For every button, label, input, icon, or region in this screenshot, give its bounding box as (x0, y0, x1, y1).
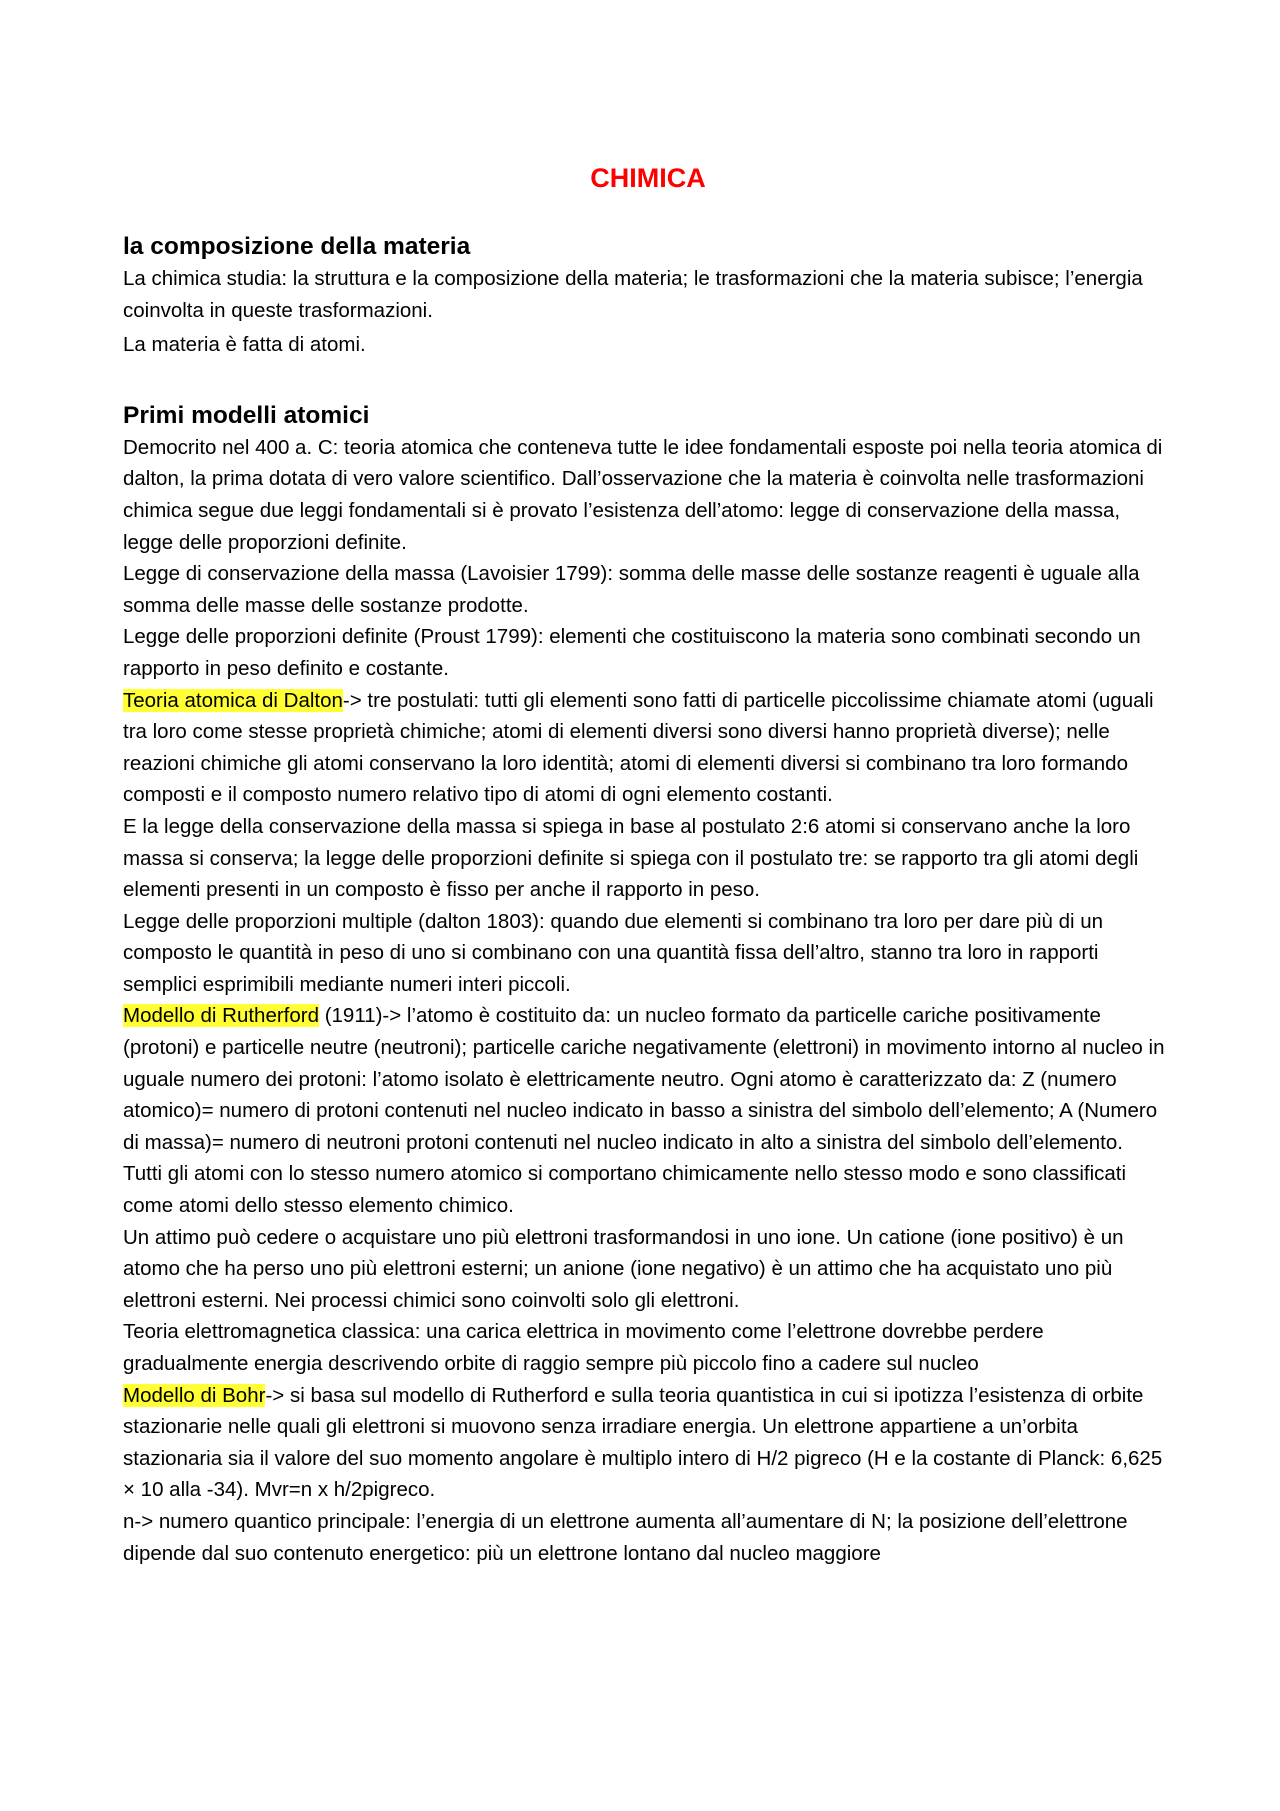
section-heading: Primi modelli atomici (123, 401, 370, 429)
highlighted-term: Teoria atomica di Dalton (123, 688, 343, 712)
document-page (123, 158, 1173, 1569)
paragraph-text: -> si basa sul modello di Rutherford e sulla teoria quantistica in cui si ipotizza l’esistenza di orbite stazionarie nelle quali gli elettroni si muovono senza irradiare energia. Un elettrone appartiene a un’orbita stazionaria sia il valore del suo momento angolare è multiplo intero di H/2 pigreco (H e la costante di Planck: 6,625 × 10 alla -34). Mvr=n x h/2pigreco. (123, 1383, 1163, 1502)
highlighted-term: Modello di Rutherford (123, 1004, 319, 1028)
paragraph: Democrito nel 400 a. C: teoria atomica che conteneva tutte le idee fondamentali esposte poi nella teoria atomica di dalton, la prima dotata di vero valore scientifico. Dall’osservazione che la materia è coinvolta nelle trasformazioni chimica segue due leggi fondamentali si è provato l’esistenza dell’atomo: legge di conservazione della massa, legge delle proporzioni definite. (123, 435, 1163, 554)
paragraph: n-> numero quantico principale: l’energia di un elettrone aumenta all’aumentare di N; la posizione dell’elettrone dipende dal suo contenuto energetico: più un elettrone lontano dal nucleo maggiore (123, 1509, 1128, 1565)
paragraph-dalton (123, 685, 1173, 811)
highlighted-term: Modello di Bohr (123, 1383, 266, 1407)
paragraph: E la legge della conservazione della massa si spiega in base al postulato 2:6 atomi si conservano anche la loro massa si conserva; la legge delle proporzioni definite si spiega con il postulato tre: se rapporto tra gli atomi degli elementi presenti in un composto è fisso per anche il rapporto in peso. (123, 814, 1139, 902)
paragraph: Legge delle proporzioni multiple (dalton 1803): quando due elementi si combinano tra loro per dare più di un composto le quantità in peso di uno si combinano con una quantità fissa dell’altro, stanno tra loro in rapporti semplici esprimibili mediante numeri interi piccoli. (123, 909, 1104, 996)
section-heading: la composizione della materia (123, 233, 471, 260)
section-composizione (123, 231, 1173, 361)
paragraph-bohr (123, 1380, 1173, 1506)
paragraph: Legge di conservazione della massa (Lavoisier 1799): somma delle masse delle sostanze reagenti è uguale alla somma delle masse delle sostanze prodotte. (123, 562, 1140, 617)
paragraph-text: -> tre postulati: tutti gli elementi sono fatti di particelle piccolissime chiamate atomi (uguali tra loro come stesse proprietà chimiche; atomi di elementi diversi sono diversi hanno proprietà diverse); nelle reazioni chimiche gli atomi conservano la loro identità; atomi di elementi diversi si combinano tra loro formando composti e il composto numero relativo tipo di atomi di ogni elemento costanti. (123, 688, 1154, 807)
document-title: CHIMICA (590, 163, 706, 193)
paragraph: Legge delle proporzioni definite (Proust 1799): elementi che costituiscono la materia sono combinati secondo un rapporto in peso definito e costante. (123, 625, 1141, 680)
paragraph: La materia è fatta di atomi. (123, 333, 366, 357)
paragraph: La chimica studia: la struttura e la composizione della materia; le trasformazioni che la materia subisce; l’energia coinvolta in queste trasformazioni. (123, 267, 1143, 322)
paragraph: Tutti gli atomi con lo stesso numero atomico si comportano chimicamente nello stesso modo e sono classificati come atomi dello stesso elemento chimico. (123, 1162, 1127, 1218)
paragraph: Teoria elettromagnetica classica: una carica elettrica in movimento come l’elettrone dovrebbe perdere gradualmente energia descrivendo orbite di raggio sempre più piccolo fino a cadere sul nucleo (123, 1320, 1044, 1375)
paragraph-rutherford (123, 1000, 1173, 1158)
section-modelli-atomici (123, 400, 1173, 1569)
paragraph: Un attimo può cedere o acquistare uno più elettroni trasformandosi in uno ione. Un catione (ione positivo) è un atomo che ha perso uno più elettroni esterni; un anione (ione negativo) è un attimo che ha acquistato uno più elettroni esterni. Nei processi chimici sono coinvolti solo gli elettroni. (123, 1225, 1124, 1312)
section-spacer (123, 361, 1173, 400)
paragraph-text: (1911)-> l’atomo è costituito da: un nucleo formato da particelle cariche positivamente (protoni) e particelle neutre (neutroni); particelle cariche negativamente (elettroni) in movimento intorno al nucleo in uguale numero dei protoni: l’atomo isolato è elettricamente neutro. Ogni atomo è caratterizzato da: Z (numero atomico)= numero di protoni contenuti nel nucleo indicato in basso a sinistra del simbolo dell’elemento; A (Numero di massa)= numero di neutroni protoni contenuti nel nucleo indicato in alto a sinistra del simbolo dell’elemento. (123, 1004, 1165, 1154)
